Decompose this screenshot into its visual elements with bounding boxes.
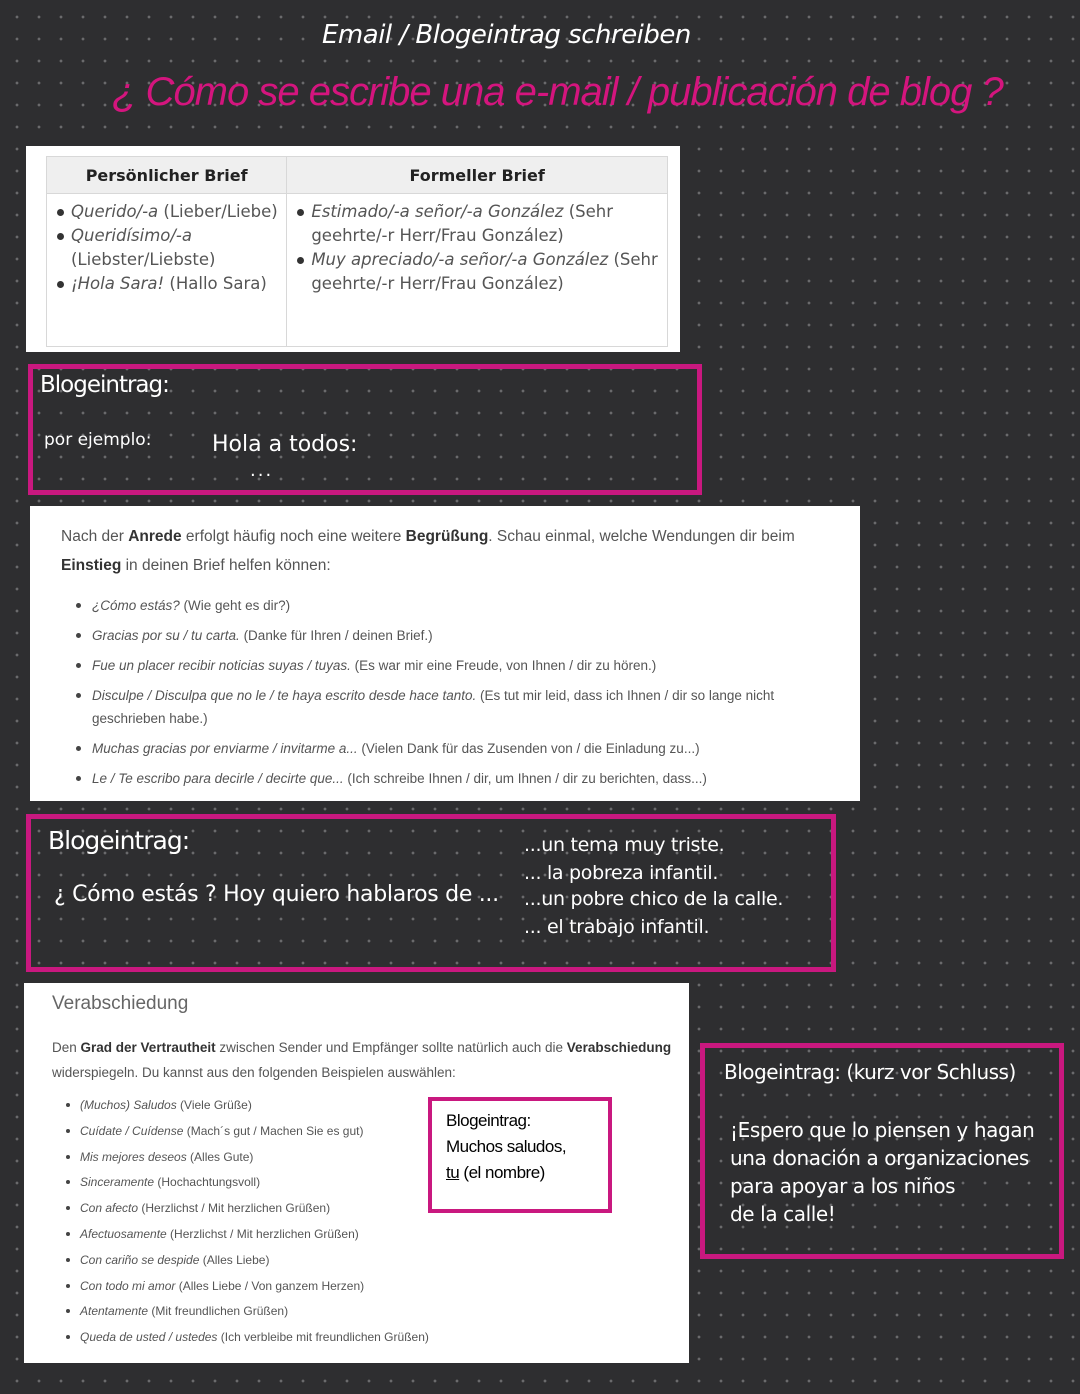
salutation-table: [46, 156, 668, 347]
list-item: Le / Te escribo para decirle / decirte que... (Ich schreibe Ihnen / dir, um Ihnen / dir zu berichten, dass...): [76, 767, 846, 790]
column-header-formal-letter: Formeller Brief: [287, 157, 668, 194]
greeting-intro-text: Nach der Anrede erfolgt häufig noch eine weitere Begrüßung. Schau einmal, welche Wendungen dir beim Einstieg in deinen Brief helfen können:: [61, 528, 795, 574]
list-item: Afectuosamente (Herzlichst / Mit herzlichen Grüßen): [66, 1226, 429, 1242]
list-item: Fue un placer recibir noticias suyas / tuyas. (Es war mir eine Freude, von Ihnen / dir zu hören.): [76, 654, 846, 677]
list-item: Sinceramente (Hochachtungsvoll): [66, 1174, 429, 1190]
list-item: Muy apreciado/-a señor/-a González (Sehr geehrte/-r Herr/Frau González): [295, 248, 659, 296]
list-item: (Muchos) Saludos (Viele Grüße): [66, 1097, 429, 1113]
list-item: Mis mejores deseos (Alles Gute): [66, 1149, 429, 1165]
blog-ending-label: Blogeintrag: (kurz vor Schluss): [724, 1060, 1016, 1084]
blog-ending-text: ¡Espero que lo piensen y hagan una donación a organizaciones para apoyar a los niños de la calle!: [730, 1118, 1035, 1226]
blog-intro-sentence: ¿ Cómo estás ? Hoy quiero hablaros de ...: [54, 882, 499, 907]
salutation-table-card: [26, 146, 680, 352]
list-item: Gracias por su / tu carta. (Danke für Ihren / deinen Brief.): [76, 624, 846, 647]
greeting-phrases-list: [76, 594, 846, 797]
page-title-spanish: ¿ Cómo se escribe una e-mail / publicación de blog ?: [112, 70, 1003, 114]
list-item: ¿Cómo estás? (Wie geht es dir?): [76, 594, 846, 617]
ellipsis: ...: [250, 460, 274, 481]
list-item: Atentamente (Mit freundlichen Grüßen): [66, 1303, 429, 1319]
list-item: Con afecto (Herzlichst / Mit herzlichen Grüßen): [66, 1200, 429, 1216]
farewell-phrases-list: [66, 1097, 429, 1355]
list-item: Querido/-a (Lieber/Liebe): [55, 200, 278, 224]
example-greeting: Hola a todos:: [212, 432, 358, 457]
column-header-personal-letter: Persönlicher Brief: [47, 157, 287, 194]
farewell-heading: Verabschiedung: [52, 993, 189, 1014]
list-item: ¡Hola Sara! (Hallo Sara): [55, 272, 278, 296]
blog-greeting-label: Blogeintrag:: [40, 372, 169, 398]
list-item: Queda de usted / ustedes (Ich verbleibe mit freundlichen Grüßen): [66, 1329, 429, 1345]
topic-option: ... el trabajo infantil.: [524, 916, 710, 938]
blog-intro-label: Blogeintrag:: [48, 826, 190, 855]
formal-letter-cell: [287, 194, 668, 347]
list-item: Con todo mi amor (Alles Liebe / Von ganzem Herzen): [66, 1278, 429, 1294]
list-item: Cuídate / Cuídense (Mach´s gut / Machen Sie es gut): [66, 1123, 429, 1139]
topic-option: ... la pobreza infantil.: [524, 862, 719, 884]
blog-closing-text: Blogeintrag: Muchos saludos, tu (el nombre): [446, 1111, 567, 1182]
example-label: por ejemplo:: [44, 430, 152, 450]
list-item: Disculpe / Disculpa que no le / te haya escrito desde hace tanto. (Es tut mir leid, dass ich Ihnen / dir so lange nicht geschrieben habe.): [76, 684, 846, 730]
greeting-phrases-card: [30, 506, 860, 801]
list-item: Queridísimo/-a (Liebster/Liebste): [55, 224, 278, 272]
list-item: Estimado/-a señor/-a González (Sehr geehrte/-r Herr/Frau González): [295, 200, 659, 248]
personal-letter-cell: [47, 194, 287, 347]
list-item: Muchas gracias por enviarme / invitarme a... (Vielen Dank für das Zusenden von / die Einladung zu...): [76, 737, 846, 760]
list-item: Con cariño se despide (Alles Liebe): [66, 1252, 429, 1268]
page-title-german: Email / Blogeintrag schreiben: [322, 20, 691, 50]
topic-option: ...un tema muy triste.: [524, 834, 725, 856]
farewell-intro-text: Den Grad der Vertrautheit zwischen Sender und Empfänger sollte natürlich auch die Verabschiedung widerspiegeln. Du kannst aus den folgenden Beispielen auswählen:: [52, 1040, 672, 1080]
topic-option: ...un pobre chico de la calle.: [524, 888, 784, 910]
